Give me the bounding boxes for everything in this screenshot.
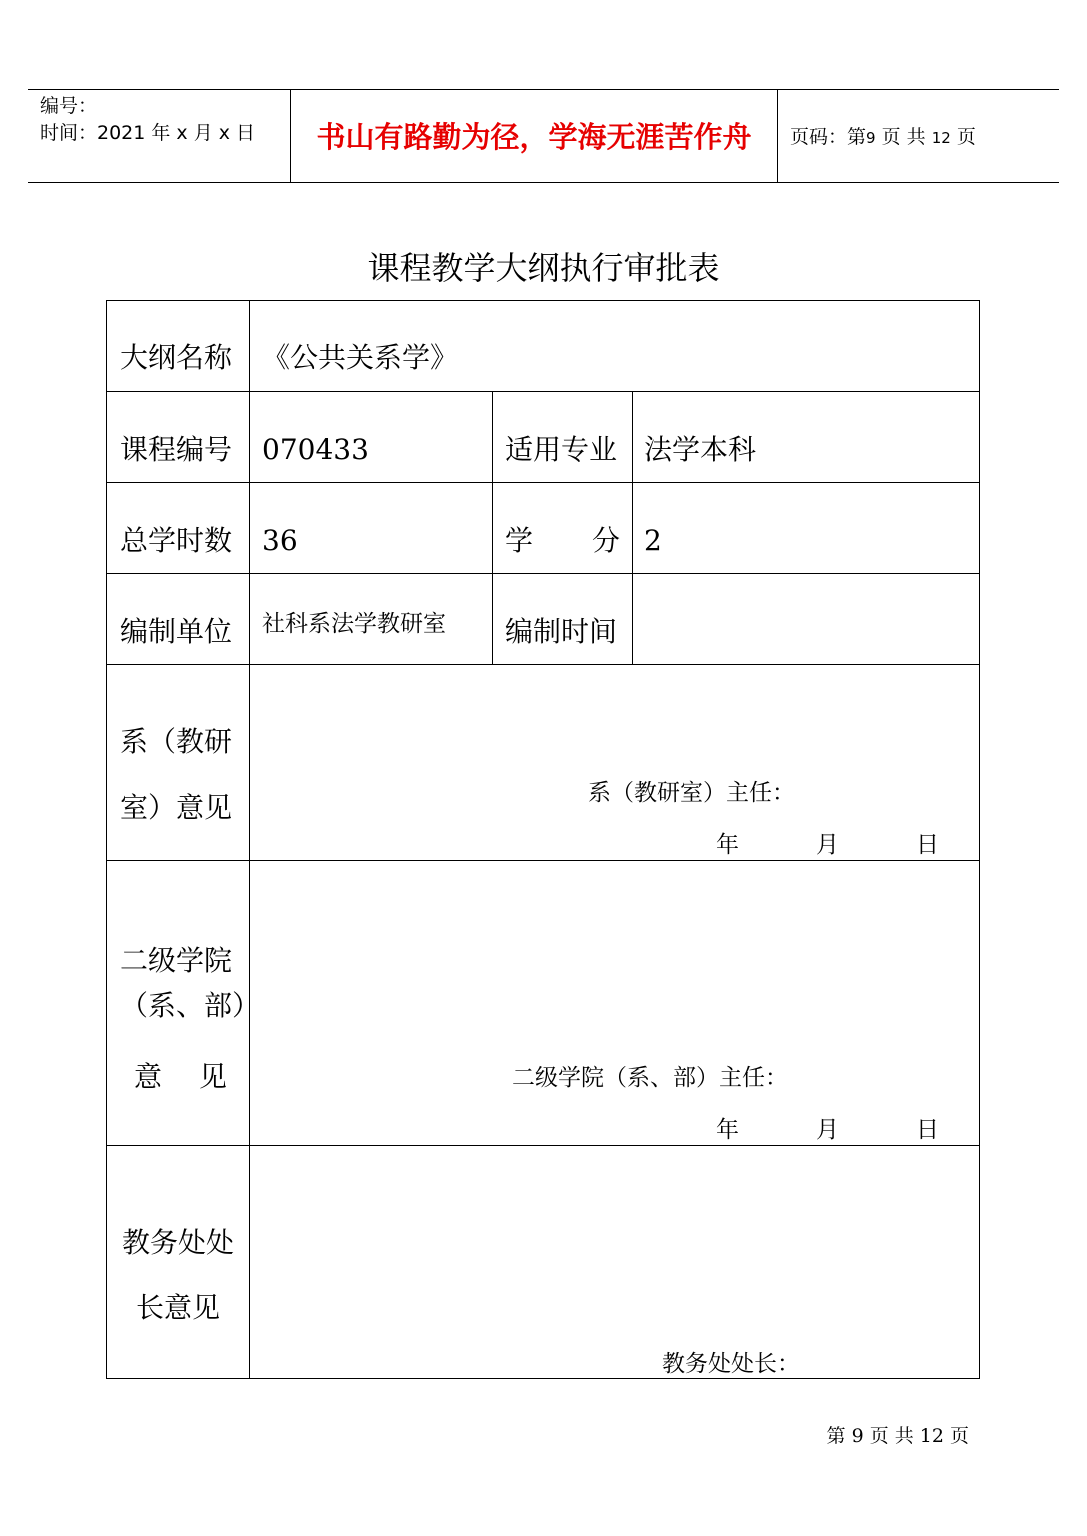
credit-value: 2 <box>644 524 662 557</box>
syllabus-name-value: 《公共关系学》 <box>262 341 459 374</box>
total-hours-value: 36 <box>262 524 298 557</box>
row-divider <box>107 1145 979 1146</box>
unit-value: 社科系法学教研室 <box>262 611 446 637</box>
document-title: 课程教学大纲执行审批表 <box>367 249 720 287</box>
page-number: 9 <box>866 129 876 147</box>
footer-page-number: 第 9 页 共 12 页 <box>826 1425 969 1447</box>
header-bottom-rule <box>28 182 1059 183</box>
row-divider <box>107 664 979 665</box>
dept-opinion-label-line2: 室）意见 <box>120 791 233 824</box>
column-divider <box>249 301 250 1378</box>
header-top-rule <box>28 89 1059 90</box>
college-opinion-label-line1: 二级学院 <box>120 944 233 977</box>
motto-banner: 书山有路勤为径，学海无涯苦作舟 <box>316 120 752 154</box>
college-date-day: 日 <box>916 1117 939 1143</box>
credit-label-1: 学 <box>505 524 534 557</box>
row-divider <box>107 573 979 574</box>
major-label: 适用专业 <box>505 433 618 466</box>
academic-opinion-label-line1: 教务处处 <box>122 1226 235 1259</box>
college-opinion-label-line3: 意 见 <box>134 1060 227 1093</box>
column-divider <box>632 391 633 665</box>
college-date-year: 年 <box>716 1117 739 1143</box>
date-label: 时间：2021 年 x 月 x 日 <box>40 122 256 144</box>
row-divider <box>107 860 979 861</box>
syllabus-name-label: 大纲名称 <box>120 341 233 374</box>
college-head-signature-label: 二级学院（系、部）主任： <box>512 1065 788 1091</box>
dept-opinion-label-line1: 系（教研 <box>120 725 233 758</box>
credit-label-2: 分 <box>592 524 621 557</box>
page-total: 12 <box>931 129 951 147</box>
academic-opinion-label-line2: 长意见 <box>136 1291 221 1324</box>
row-divider <box>107 391 979 392</box>
dept-date-day: 日 <box>916 832 939 858</box>
serial-number-label: 编号： <box>40 95 98 117</box>
header-divider-right <box>777 89 778 183</box>
college-date-month: 月 <box>816 1117 839 1143</box>
row-divider <box>107 482 979 483</box>
header-page-info <box>790 124 976 151</box>
page-end-label: 页 <box>956 126 976 148</box>
academic-head-signature-label: 教务处处长： <box>662 1351 800 1377</box>
dept-date-year: 年 <box>716 832 739 858</box>
unit-label: 编制单位 <box>120 615 233 648</box>
dept-head-signature-label: 系（教研室）主任： <box>588 780 795 806</box>
course-code-label: 课程编号 <box>120 433 233 466</box>
college-opinion-label-line2: （系、部） <box>120 989 261 1022</box>
page-mid-label: 页 共 <box>881 126 926 148</box>
course-code-value: 070433 <box>262 433 369 466</box>
page-label: 页码：第 <box>790 126 867 148</box>
column-divider <box>492 391 493 665</box>
compile-time-label: 编制时间 <box>505 615 618 648</box>
dept-date-month: 月 <box>816 832 839 858</box>
total-hours-label: 总学时数 <box>120 524 233 557</box>
major-value: 法学本科 <box>644 433 757 466</box>
